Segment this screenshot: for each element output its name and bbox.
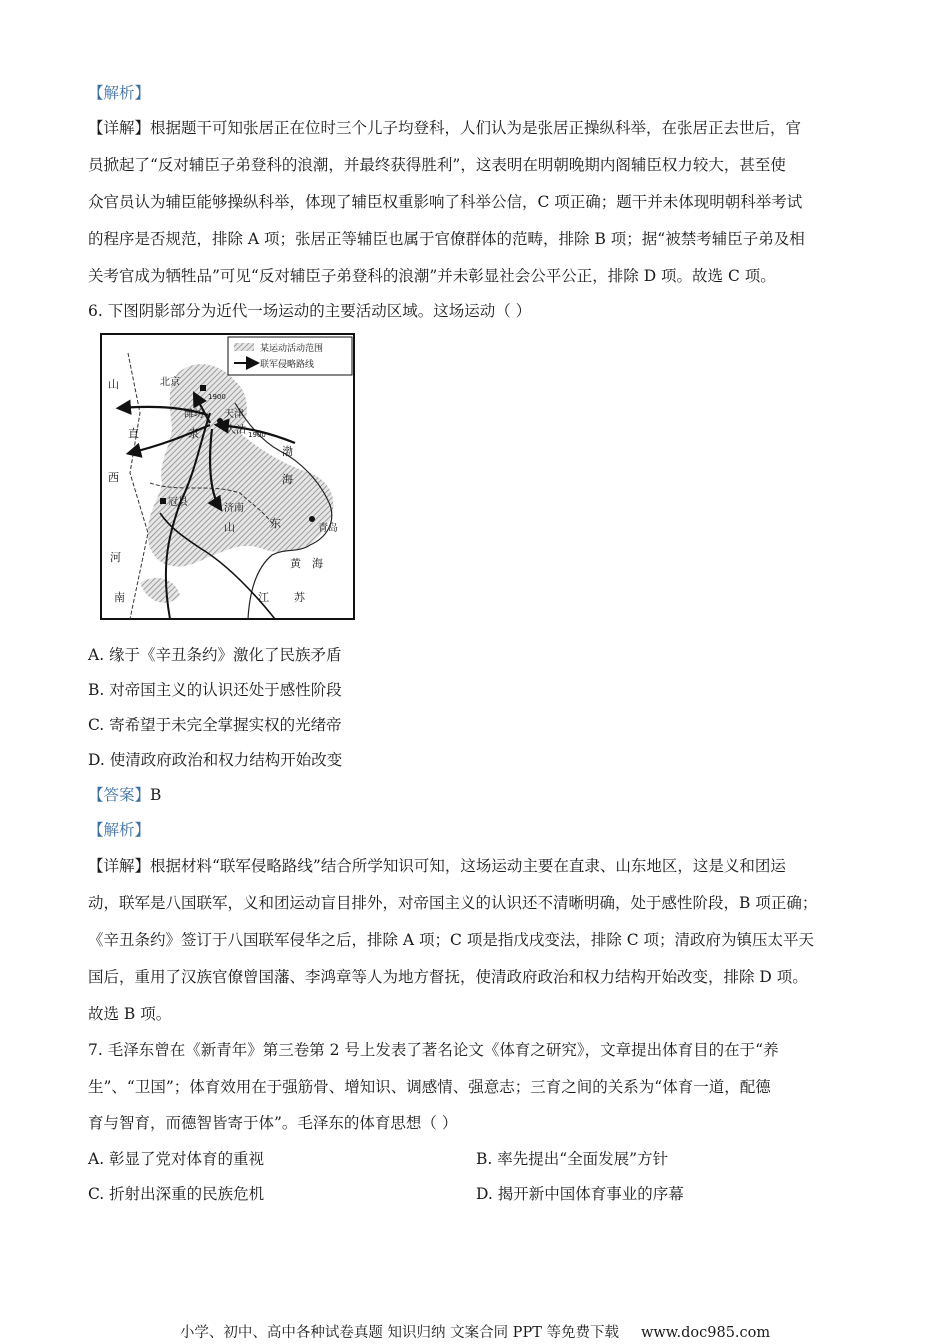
tianjin-marker [217, 418, 223, 424]
q7-option-b: B. 率先提出“全面发展”方针 [476, 1150, 669, 1168]
label-huanghai-huang: 黄 [290, 557, 301, 570]
label-shan: 山 [108, 378, 119, 391]
jinan-marker [215, 502, 221, 508]
label-zhi: 直 [128, 427, 139, 440]
q7-stem-line-1: 7. 毛泽东曾在《新青年》第三卷第 2 号上发表了著名论文《体育之研究》，文章提出体育目的在于“养 [88, 1041, 779, 1059]
q5-detail-line-4: 的程序是否规范，排除 A 项；张居正等辅臣也属于官僚群体的范畴，排除 B 项；据“被禁考辅臣子弟及相 [88, 230, 805, 248]
beijing-marker [200, 385, 206, 391]
q5-detail-line-3: 众官员认为辅臣能够操纵科举，体现了辅臣权重影响了科举公信，C 项正确；题干并未体现明朝科举考试 [88, 193, 803, 211]
label-dagu: 大沽 [226, 425, 246, 436]
legend-route-label: 联军侵略路线 [260, 360, 315, 370]
label-su: 苏 [294, 591, 305, 604]
q6-option-d: D. 使清政府政治和权力结构开始改变 [88, 751, 343, 769]
label-tianjin: 天津 [224, 409, 244, 420]
q6-detail-line-4: 国后，重用了汉族官僚曾国藩、李鸿章等人为地方督抚，使清政府政治和权力结构开始改变，排除 D 项。 [88, 968, 808, 986]
q6-map [100, 333, 355, 620]
label-he: 河 [110, 551, 121, 564]
label-xi: 西 [108, 471, 119, 484]
label-hai: 海 [282, 473, 293, 486]
q7-stem-line-3: 育与智育，而德智皆寄于体”。毛泽东的体育思想（ ） [88, 1114, 458, 1132]
label-quxian: 冠县 [168, 497, 188, 508]
q6-answer-value: B [150, 786, 162, 804]
q6-option-a: A. 缘于《辛丑条约》激化了民族矛盾 [88, 646, 342, 664]
quxian-marker [160, 498, 166, 504]
legend-swatch-region [234, 343, 254, 351]
label-li: 隶 [188, 427, 199, 440]
label-jinan: 济南 [224, 503, 244, 514]
label-shandong-dong: 东 [270, 517, 281, 530]
label-jiang: 江 [258, 591, 269, 604]
label-qingdao: 青岛 [318, 523, 338, 534]
q7-stem-line-2: 生”、“卫国”；体育效用在于强筋骨、增知识、调感情、强意志；三育之间的关系为“体育一道，配德 [88, 1078, 771, 1096]
footer-text: 小学、初中、高中各种试卷真题 知识归纳 文案合同 PPT 等免费下载 [179, 1325, 619, 1341]
q6-detail-line-2: 动，联军是八国联军，义和团运动盲目排外，对帝国主义的认识还不清晰明确，处于感性阶段，B 项正确； [88, 894, 818, 912]
q6-option-c: C. 寄希望于未完全掌握实权的光绪帝 [88, 716, 342, 734]
q6-stem: 6. 下图阴影部分为近代一场运动的主要活动区域。这场运动（ ） [88, 302, 532, 320]
label-huanghai-hai: 海 [312, 557, 323, 570]
label-year-1900b: 1900 [248, 431, 266, 439]
q5-detail-line-5: 关考官成为牺牲品”可见“反对辅臣子弟登科的浪潮”并未彰显社会公平公正，排除 D 项。故选 C 项。 [88, 267, 776, 285]
legend-region-label: 某运动活动范围 [260, 344, 324, 354]
q5-analysis-tag: 【解析】 [88, 84, 151, 102]
q5-detail-line-2: 员掀起了“反对辅臣子弟登科的浪潮，并最终获得胜利”，这表明在明朝晚期内阁辅臣权力较大，甚至使 [88, 156, 786, 174]
label-nan: 南 [114, 591, 125, 604]
q7-option-a: A. 彰显了党对体育的重视 [88, 1150, 265, 1168]
q6-answer [88, 785, 161, 805]
label-beijing: 北京 [160, 377, 180, 388]
q5-detail-line-1: 【详解】根据题干可知张居正在位时三个儿子均登科，人们认为是张居正操纵科举，在张居正去世后，官 [88, 119, 802, 137]
q6-detail-line-5: 故选 B 项。 [88, 1005, 172, 1023]
q7-option-d: D. 揭开新中国体育事业的序幕 [476, 1185, 684, 1203]
q6-analysis-tag: 【解析】 [88, 821, 151, 839]
footer-site-link[interactable]: www.doc985.com [640, 1325, 771, 1341]
label-bo: 渤 [282, 445, 293, 458]
label-weifang: 潍坊 [184, 409, 204, 420]
qingdao-marker [309, 516, 315, 522]
q6-detail-line-1: 【详解】根据材料“联军侵略路线”结合所学知识可知，这场运动主要在直隶、山东地区，这是义和团运 [88, 857, 786, 875]
label-shandong-shan: 山 [224, 521, 235, 534]
q6-detail-line-3: 《辛丑条约》签订于八国联军侵华之后，排除 A 项；C 项是指戊戌变法，排除 C 项；清政府为镇压太平天 [88, 931, 815, 949]
q6-option-b: B. 对帝国主义的认识还处于感性阶段 [88, 681, 342, 699]
label-year-1900a: 1900 [208, 393, 226, 401]
q6-answer-tag: 【答案】 [88, 786, 151, 804]
q7-option-c: C. 折射出深重的民族危机 [88, 1185, 265, 1203]
page-footer [0, 1324, 950, 1342]
